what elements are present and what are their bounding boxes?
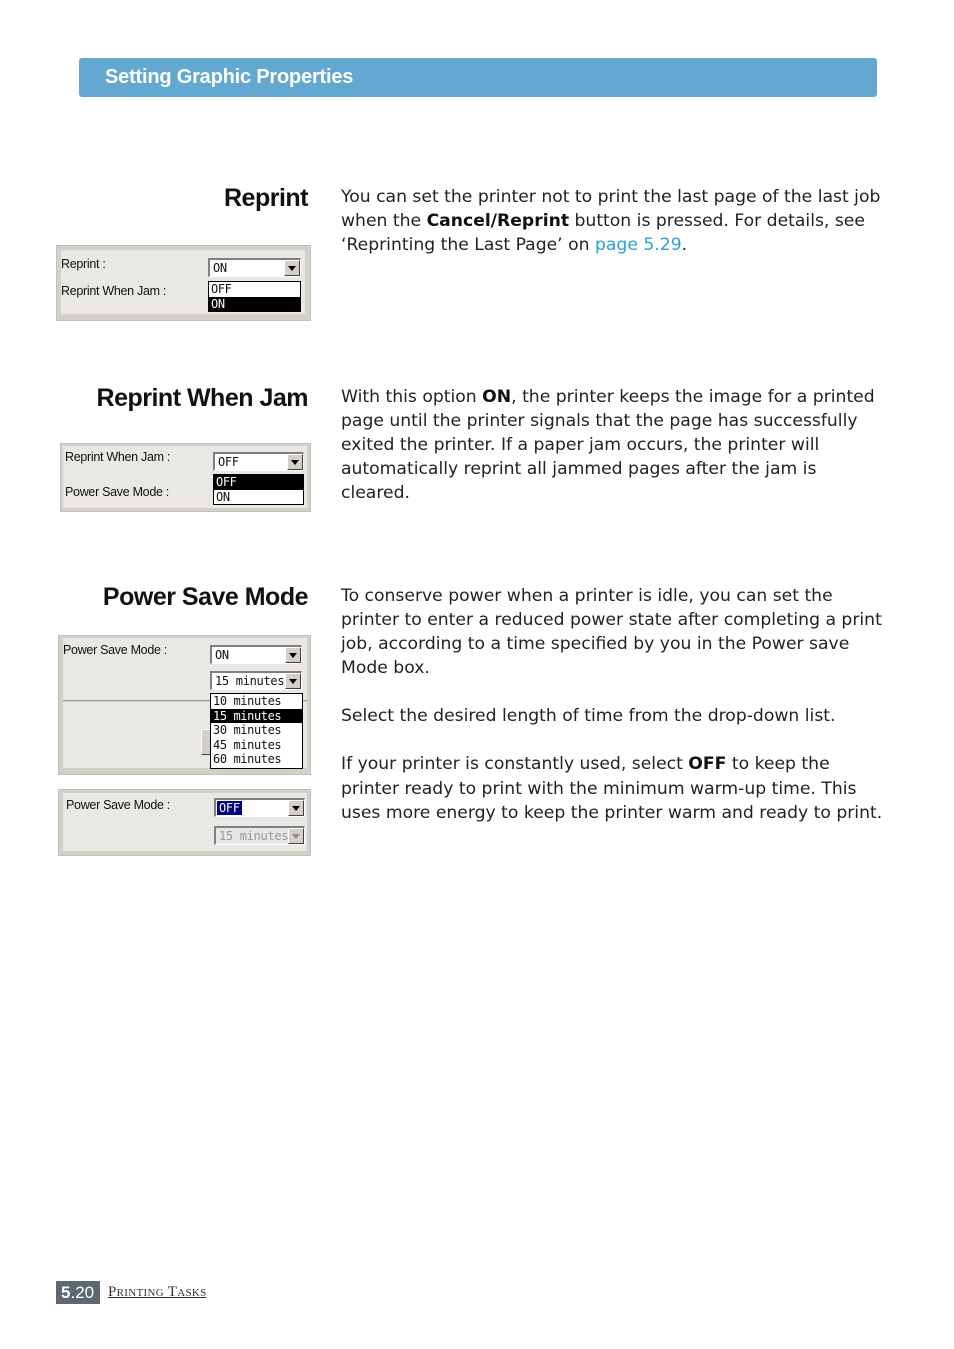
page-link[interactable]: page 5.29 [594, 235, 682, 256]
reprint-when-jam-dropdown-list[interactable] [213, 474, 304, 505]
power-save-mode-label: Power Save Mode : [66, 798, 170, 812]
chapter-number: 5 [61, 1283, 71, 1302]
reprint-dropdown-list[interactable] [208, 281, 301, 312]
chevron-down-icon[interactable] [287, 454, 303, 470]
option-off[interactable]: OFF [211, 282, 232, 296]
text-run: . [681, 235, 688, 256]
power-save-paragraph-2: Select the desired length of time from the drop-down list. [341, 706, 836, 727]
option-15-minutes[interactable]: 15 minutes [211, 709, 302, 724]
chevron-down-icon[interactable] [285, 647, 301, 663]
text-run: , the printer keeps the image for a printed page until the printer signals that the page has successfully exited the printer. If a paper jam occurs, the printer will automatically reprint all jammed pages after the jam is cleared. [341, 387, 875, 504]
heading-power-save-mode: Power Save Mode [102, 583, 308, 611]
power-save-mode-combo[interactable] [210, 645, 302, 664]
power-save-mode-off-dialog-screenshot [58, 789, 311, 856]
power-save-mode-description [341, 584, 886, 825]
option-off[interactable]: OFF [214, 475, 303, 490]
option-on[interactable]: ON [209, 297, 300, 312]
reprint-label: Reprint : [61, 257, 106, 271]
combo-value: ON [213, 261, 227, 275]
combo-value: ON [215, 648, 229, 662]
power-save-paragraph-1: To conserve power when a printer is idle, you can set the printer to enter a reduced power state after completing a print job, according to a time specified by you in the Power save Mode box. [341, 586, 882, 679]
page-number-box [56, 1281, 100, 1304]
section-header-bar [79, 58, 877, 97]
text-run: to keep the printer ready to print with the minimum warm-up time. This uses more energy to keep the printer warm and ready to print. [341, 754, 883, 823]
text-run: If your printer is constantly used, select [341, 754, 689, 775]
text-run: With this option [341, 387, 483, 407]
power-save-paragraph-3 [341, 752, 886, 824]
footer-section-title: Printing Tasks [108, 1284, 207, 1300]
bold-run: Cancel/Reprint [426, 211, 570, 232]
reprint-when-jam-label: Reprint When Jam : [61, 284, 167, 298]
partial-button [201, 729, 210, 755]
reprint-paragraph [341, 185, 886, 257]
power-save-time-dropdown-list[interactable] [210, 693, 303, 769]
reprint-description [341, 185, 886, 257]
reprint-when-jam-description [341, 385, 886, 505]
reprint-when-jam-dialog-screenshot [60, 443, 311, 512]
page-index: .20 [70, 1283, 95, 1302]
reprint-when-jam-paragraph [341, 385, 886, 505]
bold-run: OFF [688, 754, 727, 775]
chevron-down-icon[interactable] [288, 800, 304, 816]
heading-reprint: Reprint [224, 184, 308, 212]
section-header-title: Setting Graphic Properties [105, 66, 354, 88]
option-45-minutes[interactable]: 45 minutes [213, 737, 282, 752]
text-run: You can set the printer not to print the last page of the last job when the [341, 187, 881, 232]
page-number [61, 1283, 94, 1303]
combo-value: OFF [219, 801, 240, 815]
chevron-down-icon[interactable] [285, 673, 301, 689]
combo-value: 15 minutes [215, 674, 285, 688]
chevron-down-icon[interactable] [284, 260, 300, 276]
power-save-mode-label: Power Save Mode : [65, 485, 169, 499]
combo-value: 15 minutes [219, 829, 289, 843]
power-save-time-combo[interactable] [210, 671, 302, 690]
bold-run: ON [482, 387, 512, 407]
reprint-combo[interactable] [208, 258, 301, 277]
option-30-minutes[interactable]: 30 minutes [213, 723, 282, 737]
power-save-time-combo-disabled [214, 826, 305, 845]
text-run: button is pressed. For details, see ‘Reprinting the Last Page’ on [341, 211, 865, 256]
power-save-mode-label: Power Save Mode : [63, 643, 167, 657]
heading-reprint-when-jam: Reprint When Jam [96, 384, 308, 412]
reprint-when-jam-combo[interactable] [213, 452, 304, 471]
chevron-down-icon [288, 828, 304, 844]
reprint-when-jam-label: Reprint When Jam : [65, 450, 171, 464]
option-on[interactable]: ON [216, 489, 230, 504]
option-60-minutes[interactable]: 60 minutes [213, 752, 282, 766]
power-save-mode-dialog-screenshot [58, 635, 311, 775]
option-10-minutes[interactable]: 10 minutes [213, 694, 282, 708]
combo-value: OFF [218, 455, 239, 469]
power-save-mode-combo[interactable] [214, 798, 305, 817]
reprint-dialog-screenshot [56, 245, 311, 321]
